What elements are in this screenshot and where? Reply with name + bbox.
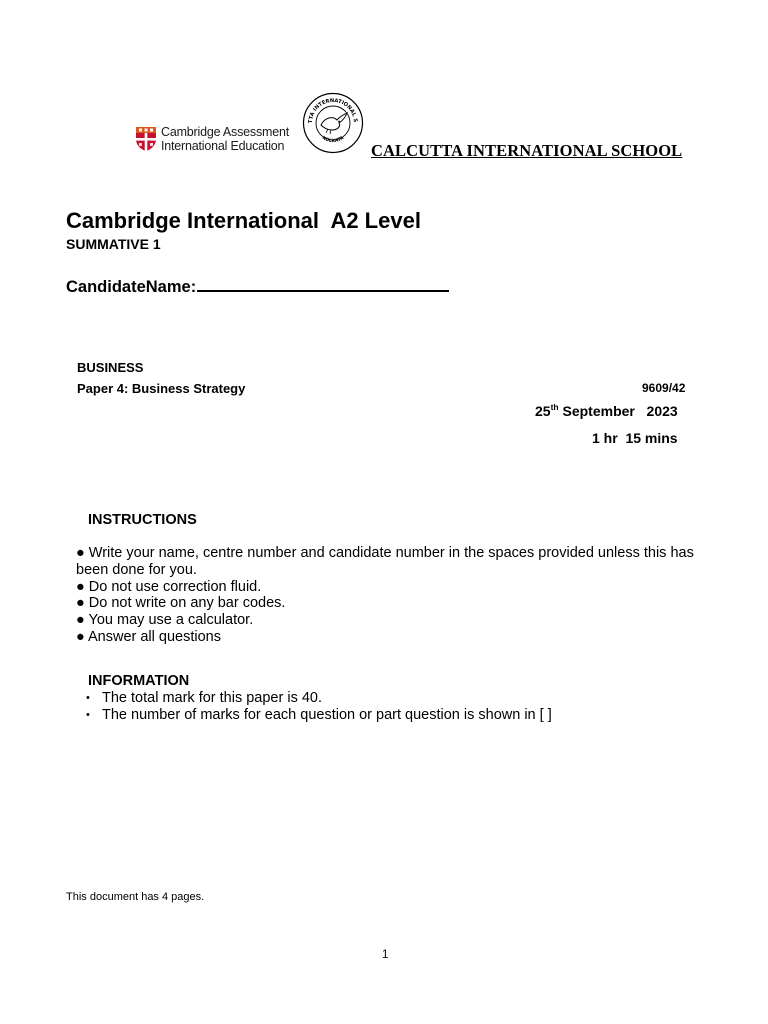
instruction-item: ● Do not use correction fluid. <box>76 578 262 595</box>
bullet-icon: • <box>86 709 90 721</box>
exam-duration: 1 hr 15 mins <box>592 430 678 446</box>
candidate-name-label: CandidateName: <box>66 278 197 296</box>
instruction-item: ● Answer all questions <box>76 628 221 645</box>
information-item-text: The number of marks for each question or part question is shown in [ ] <box>102 707 552 723</box>
page-title: Cambridge International A2 Level <box>66 208 421 233</box>
subject-name: BUSINESS <box>77 360 144 375</box>
instructions-heading: INSTRUCTIONS <box>88 512 197 528</box>
bullet-icon: • <box>86 692 90 704</box>
information-item-text: The total mark for this paper is 40. <box>102 690 323 706</box>
exam-date <box>535 403 678 419</box>
summative-subtitle: SUMMATIVE 1 <box>66 236 161 252</box>
svg-text:KOLKATA: KOLKATA <box>320 135 346 145</box>
paper-code: 9609/42 <box>642 381 686 395</box>
page-number: 1 <box>382 949 389 961</box>
cambridge-shield-icon <box>135 126 157 152</box>
information-heading: INFORMATION <box>88 673 190 689</box>
logo-line-2: International Education <box>161 139 285 153</box>
instruction-item: ● You may use a calculator. <box>76 612 254 629</box>
dove-seal-icon <box>302 92 364 154</box>
school-seal-logo <box>302 92 364 154</box>
information-list <box>84 690 704 724</box>
cambridge-assessment-logo <box>135 124 295 154</box>
candidate-name-blank-line[interactable] <box>197 274 449 292</box>
date-ordinal-suffix: th <box>550 402 559 412</box>
school-name: CALCUTTA INTERNATIONAL SCHOOL <box>371 141 683 160</box>
date-month-year: September 2023 <box>558 403 678 419</box>
instructions-list <box>76 545 716 646</box>
paper-title: Paper 4: Business Strategy <box>77 381 246 396</box>
logo-line-1: Cambridge Assessment <box>161 125 290 139</box>
svg-text:CALCUTTA INTERNATIONAL SCHOOL: TTA INTERNATIONAL S <box>307 97 359 124</box>
instruction-item: ● Do not write on any bar codes. <box>76 595 286 612</box>
page-count-note: This document has 4 pages. <box>66 891 205 903</box>
information-item <box>84 707 704 724</box>
date-day: 25 <box>535 403 551 419</box>
information-item <box>84 690 704 707</box>
instruction-item: ● Write your name, centre number and candidate number in the spaces provided unless this has been done for you. <box>76 545 694 578</box>
candidate-name-field[interactable] <box>66 274 449 297</box>
